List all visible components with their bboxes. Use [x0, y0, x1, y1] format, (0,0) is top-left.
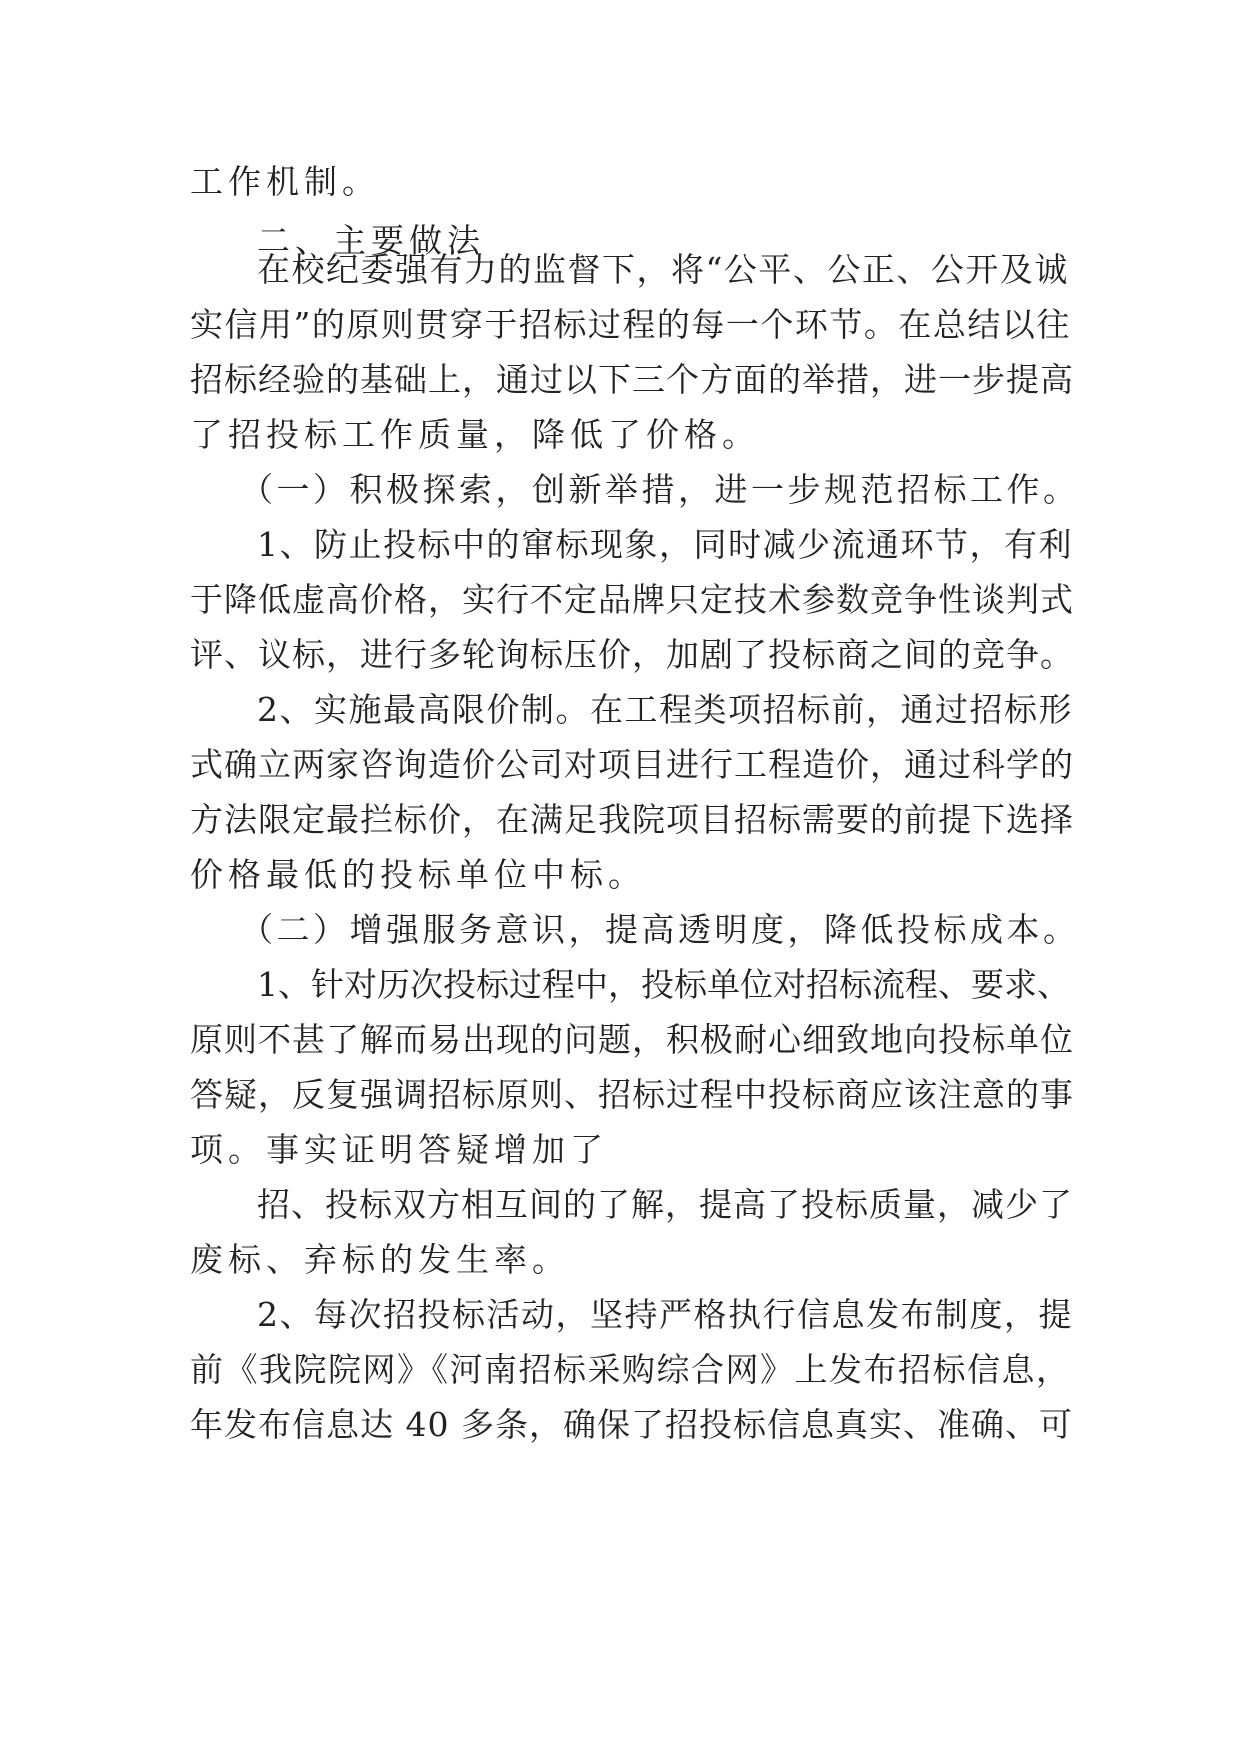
subsection-heading: （一）积极探索，创新举措，进一步规范招标工作。	[240, 470, 1080, 509]
text-line: 价格最低的投标单位中标。	[190, 855, 646, 894]
text-line: 了招投标工作质量，降低了价格。	[190, 415, 760, 454]
text-line: 于降低虚高价格，实行不定品牌只定技术参数竞争性谈判式	[190, 580, 1074, 619]
text-line: 实信用”的原则贯穿于招标过程的每一个环节。在总结以往	[190, 305, 1071, 344]
text-line: 评、议标，进行多轮询标压价，加剧了投标商之间的竞争。	[190, 635, 1074, 674]
text-line: 2、实施最高限价制。在工程类项招标前，通过招标形	[257, 690, 1073, 729]
text-line: 原则不甚了解而易出现的问题，积极耐心细致地向投标单位	[190, 1020, 1074, 1059]
text-line: 式确立两家咨询造价公司对项目进行工程造价，通过科学的	[190, 745, 1074, 784]
text-line: 废标、弃标的发生率。	[190, 1240, 570, 1279]
subsection-heading: （二）增强服务意识，提高透明度，降低投标成本。	[240, 910, 1080, 949]
text-line: 招标经验的基础上，通过以下三个方面的举措，进一步提高	[190, 360, 1074, 399]
text-line: 2、每次招投标活动，坚持严格执行信息发布制度，提	[257, 1295, 1073, 1334]
text-line: 招、投标双方相互间的了解，提高了投标质量，减少了	[257, 1185, 1073, 1224]
section-heading: 二、主要做法	[257, 221, 485, 260]
text-line: 工作机制。	[190, 162, 380, 201]
text-line: 年发布信息达 40 多条，确保了招投标信息真实、准确、可	[190, 1405, 1073, 1444]
text-line: 1、防止投标中的窜标现象，同时减少流通环节，有利	[257, 525, 1073, 564]
text-line: 项。事实证明答疑增加了	[190, 1130, 608, 1169]
text-line: 答疑，反复强调招标原则、招标过程中投标商应该注意的事	[190, 1075, 1074, 1114]
text-line: 方法限定最拦标价，在满足我院项目招标需要的前提下选择	[190, 800, 1074, 839]
text-line: 1、针对历次投标过程中，投标单位对招标流程、要求、	[257, 965, 1070, 1004]
text-line: 在校纪委强有力的监督下，将“公平、公正、公开及诚	[257, 250, 1069, 289]
text-line: 前《我院院网》《河南招标采购综合网》上发布招标信息，	[190, 1350, 1071, 1389]
